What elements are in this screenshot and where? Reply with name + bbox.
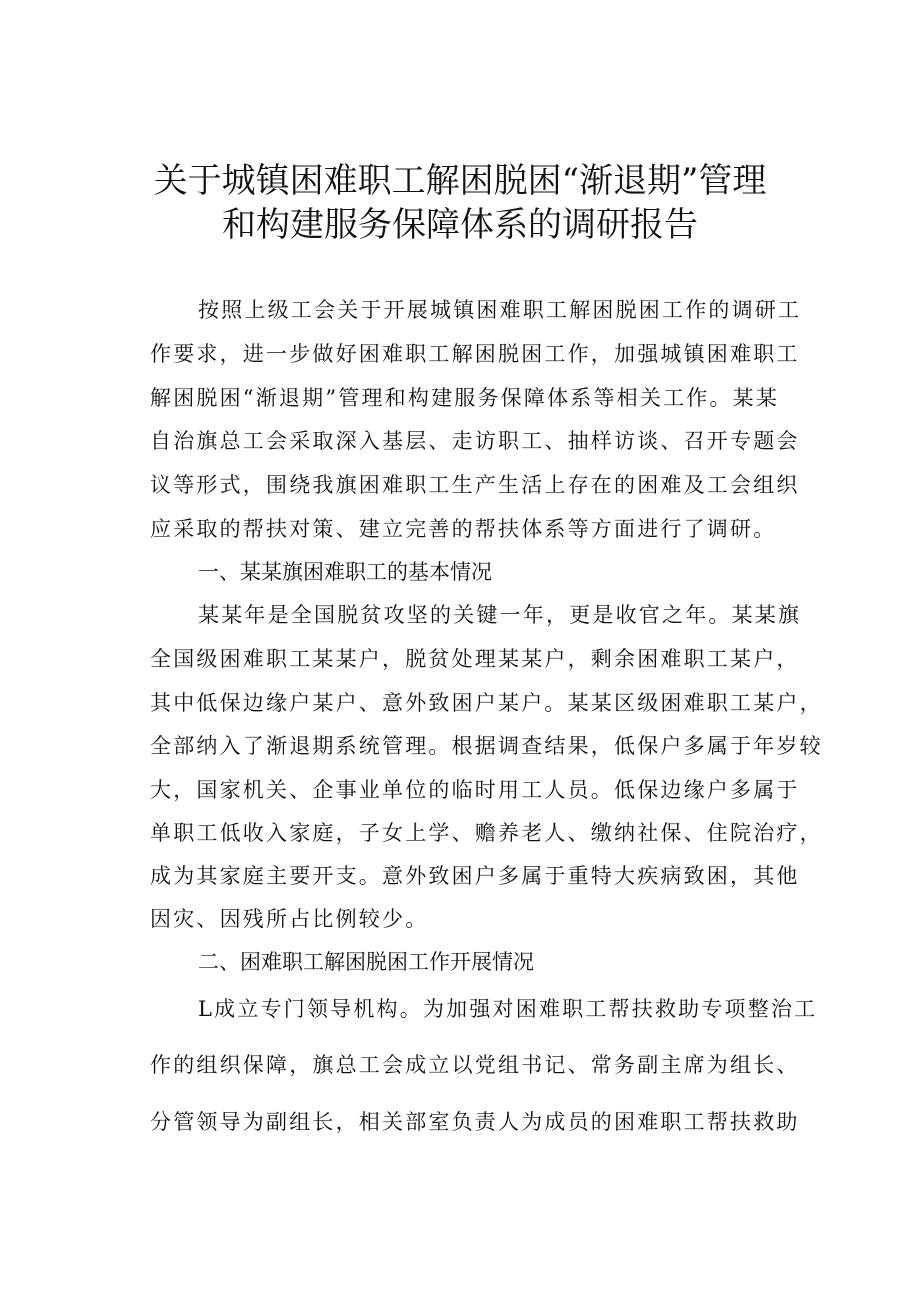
section-2-heading: 二、困难职工解困脱困工作开展情况: [198, 950, 534, 974]
section-1-heading: 一、某某旗困难职工的基本情况: [198, 560, 492, 584]
section-1-paragraph-line: 全国级困难职工某某户，脱贫处理某某户，剩余困难职工某户，: [150, 647, 800, 671]
intro-paragraph-line: 作要求，进一步做好困难职工解困脱困工作，加强城镇困难职工: [150, 342, 800, 366]
section-2-paragraph-line: 分管领导为副组长，相关部室负责人为成员的困难职工帮扶救助: [150, 1110, 800, 1134]
intro-paragraph-line: 解困脱困“渐退期”管理和构建服务保障体系等相关工作。某某: [150, 386, 780, 410]
section-1-paragraph-line: 其中低保边缘户某户、意外致困户某户。某某区级困难职工某户，: [150, 691, 823, 715]
intro-paragraph-line: 议等形式，围绕我旗困难职工生产生活上存在的困难及工会组织: [150, 473, 800, 497]
section-1-paragraph-line: 单职工低收入家庭，子女上学、赡养老人、缴纳社保、住院治疗，: [150, 821, 823, 845]
intro-paragraph-line: 按照上级工会关于开展城镇困难职工解困脱困工作的调研工: [198, 298, 802, 322]
section-1-paragraph-line: 大，国家机关、企事业单位的临时用工人员。低保边缘户多属于: [150, 778, 800, 802]
section-1-paragraph-line: 因灾、因残所占比例较少。: [150, 907, 429, 931]
section-2-paragraph-line: 作的组织保障，旗总工会成立以党组书记、常务副主席为组长、: [150, 1053, 800, 1077]
section-2-paragraph-line: L成立专门领导机构。为加强对困难职工帮扶救助专项整治工: [198, 997, 818, 1021]
intro-paragraph-line: 应采取的帮扶对策、建立完善的帮扶体系等方面进行了调研。: [150, 517, 777, 541]
section-1-paragraph-line: 成为其家庭主要开支。意外致困户多属于重特大疾病致困，其他: [150, 864, 800, 888]
intro-paragraph-line: 自治旗总工会采取深入基层、走访职工、抽样访谈、召开专题会: [150, 429, 800, 453]
section-1-paragraph-line: 全部纳入了渐退期系统管理。根据调查结果，低保户多属于年岁较: [150, 734, 823, 758]
document-title-line-1: 关于城镇困难职工解困脱困“渐退期”管理: [153, 161, 767, 201]
section-1-paragraph-line: 某某年是全国脱贫攻坚的关键一年，更是收官之年。某某旗: [198, 603, 802, 627]
document-title-line-2: 和构建服务保障体系的调研报告: [222, 205, 698, 245]
